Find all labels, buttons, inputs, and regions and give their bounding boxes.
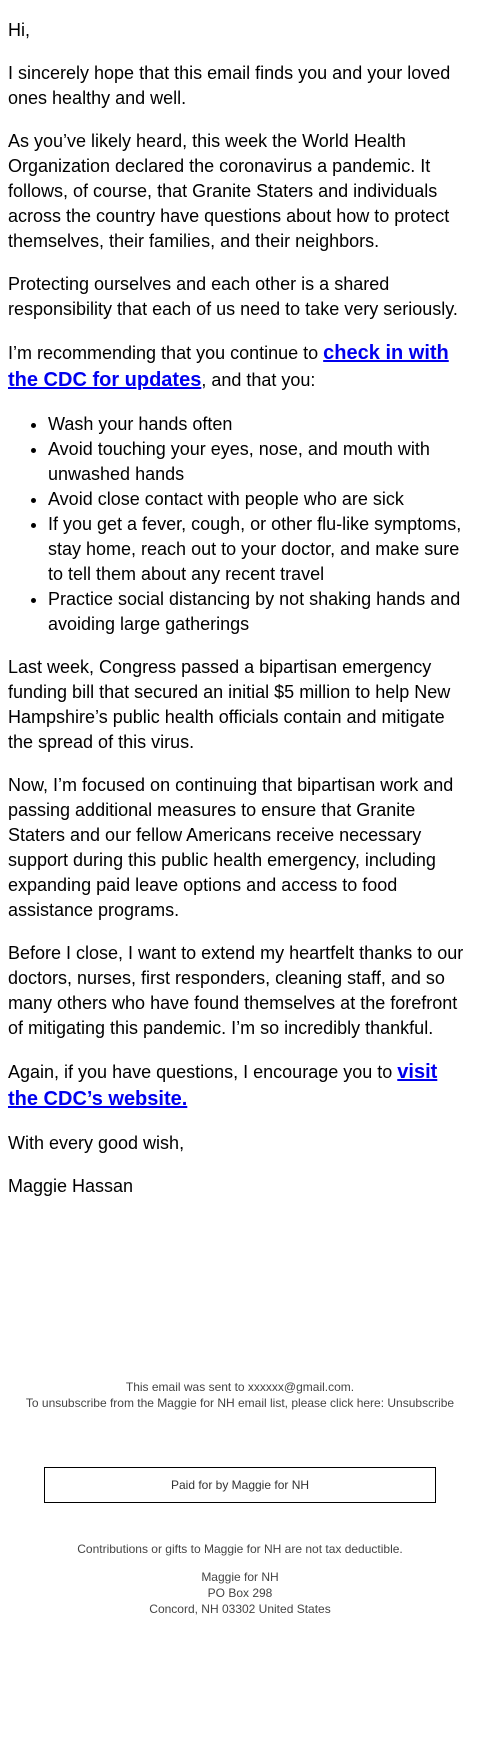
list-item: • Avoid close contact with people who are sick	[48, 487, 472, 512]
recommendation-text-after: , and that you:	[201, 370, 316, 390]
paid-for-box: Paid for by Maggie for NH	[44, 1467, 436, 1503]
paragraph-responsibility: Protecting ourselves and each other is a shared responsibility that each of us need to take very seriously.	[8, 274, 458, 319]
unsubscribe-notice[interactable]: To unsubscribe from the Maggie for NH email list, please click here: Unsubscribe	[25, 1396, 455, 1410]
greeting: Hi,	[8, 20, 30, 40]
paragraph-recommendation	[8, 340, 472, 394]
signature: Maggie Hassan	[8, 1176, 134, 1196]
paragraph-funding: Last week, Congress passed a bipartisan emergency funding bill that secured an initial $5 million to help New Hampshire’s public health officials contain and mitigate the spread of this virus.	[8, 657, 451, 752]
footer-city: Concord, NH 03302 United States	[149, 1602, 331, 1616]
paragraph-pandemic: As you’ve likely heard, this week the World Health Organization declared the coronavirus a pandemic. It follows, of course, that Granite Staters and individuals across the country have questions about how to protect themselves, their families, and their neighbors.	[8, 131, 450, 251]
footer-po-box: PO Box 298	[207, 1586, 273, 1600]
recommendation-text-before: I’m recommending that you continue to	[8, 343, 324, 363]
paragraph-questions	[8, 1059, 472, 1113]
recommendation-list	[8, 412, 472, 637]
paragraph-intro: I sincerely hope that this email finds you and your loved ones healthy and well.	[8, 63, 451, 108]
footer-org-name: Maggie for NH	[201, 1570, 279, 1584]
closing: With every good wish,	[8, 1133, 185, 1153]
email-footer	[0, 1379, 480, 1617]
paragraph-bipartisan-work: Now, I’m focused on continuing that bipartisan work and passing additional measures to ensure that Granite Staters and our fellow Americans receive necessary support during this public health emergency, including expanding paid leave options and access to food assistance programs.	[8, 775, 454, 920]
cdc-updates-link[interactable]: check in with the CDC for updates	[8, 342, 449, 391]
sent-to-notice: This email was sent to xxxxxx@gmail.com.	[125, 1380, 355, 1394]
tax-notice: Contributions or gifts to Maggie for NH are not tax deductible.	[77, 1542, 403, 1556]
questions-text: Again, if you have questions, I encourage you to	[8, 1062, 398, 1082]
list-item: • Avoid touching your eyes, nose, and mouth with unwashed hands	[48, 437, 472, 487]
cdc-website-link[interactable]: visit the CDC’s website.	[8, 1061, 438, 1110]
list-item: • Wash your hands often	[48, 412, 472, 437]
list-item: • If you get a fever, cough, or other flu-like symptoms, stay home, reach out to your doctor, and make sure to tell them about any recent travel	[48, 512, 472, 587]
paragraph-thanks: Before I close, I want to extend my heartfelt thanks to our doctors, nurses, first responders, cleaning staff, and so many others who have found themselves at the forefront of mitigating this pandemic. I’m so incredibly thankful.	[8, 943, 464, 1038]
list-item: • Practice social distancing by not shaking hands and avoiding large gatherings	[48, 587, 472, 637]
